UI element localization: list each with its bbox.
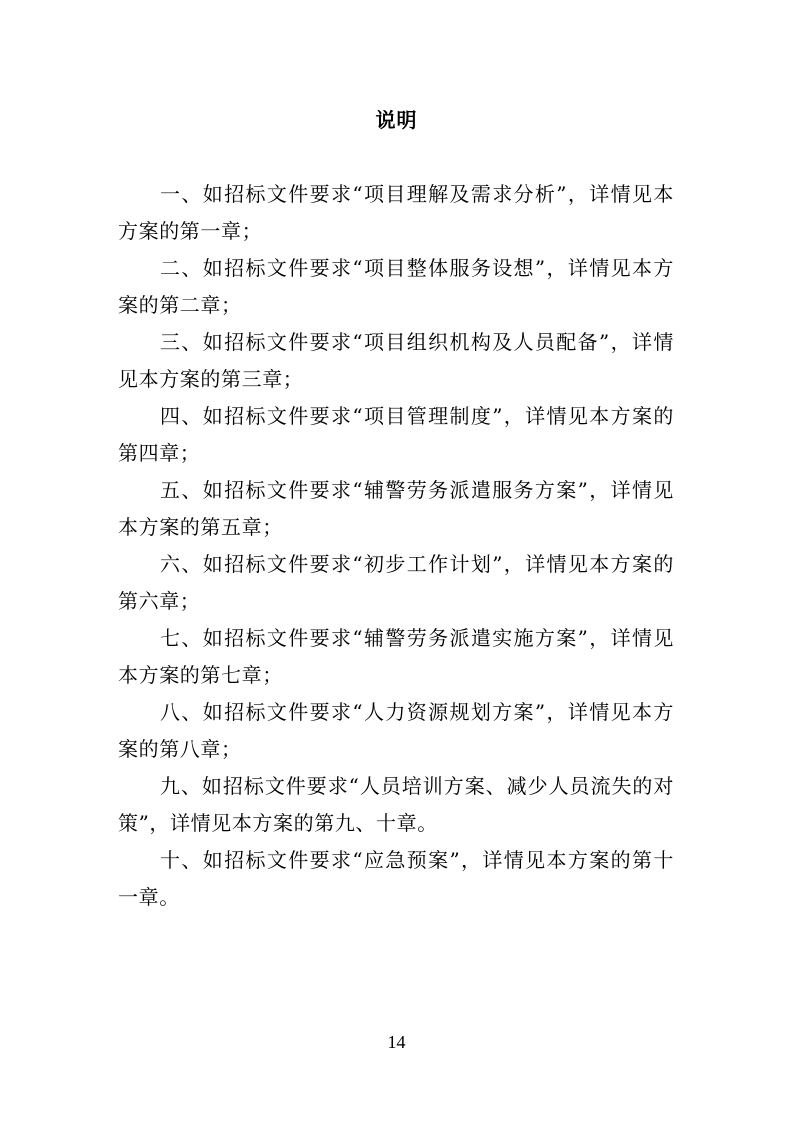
document-body (118, 176, 674, 916)
paragraph-item-3: 三、如招标文件要求“项目组织机构及人员配备”，详情见本方案的第三章； (118, 330, 674, 391)
paragraph-item-6: 六、如招标文件要求“初步工作计划”，详情见本方案的第六章； (118, 552, 674, 613)
paragraph-item-5: 五、如招标文件要求“辅警劳务派遣服务方案”，详情见本方案的第五章； (118, 478, 674, 539)
paragraph-item-8: 八、如招标文件要求“人力资源规划方案”，详情见本方案的第八章； (118, 700, 674, 761)
page-number: 14 (387, 1032, 406, 1052)
paragraph-item-10: 十、如招标文件要求“应急预案”，详情见本方案的第十一章。 (118, 848, 674, 909)
paragraph-item-7: 七、如招标文件要求“辅警劳务派遣实施方案”，详情见本方案的第七章； (118, 626, 674, 687)
paragraph-item-9: 九、如招标文件要求“人员培训方案、减少人员流失的对策”，详情见本方案的第九、十章。 (118, 774, 674, 835)
paragraph-item-1: 一、如招标文件要求“项目理解及需求分析”，详情见本方案的第一章； (118, 182, 674, 243)
paragraph-item-2: 二、如招标文件要求“项目整体服务设想”，详情见本方案的第二章； (118, 256, 674, 317)
page-title: 说明 (375, 108, 418, 132)
paragraph-item-4: 四、如招标文件要求“项目管理制度”，详情见本方案的第四章； (118, 404, 674, 465)
